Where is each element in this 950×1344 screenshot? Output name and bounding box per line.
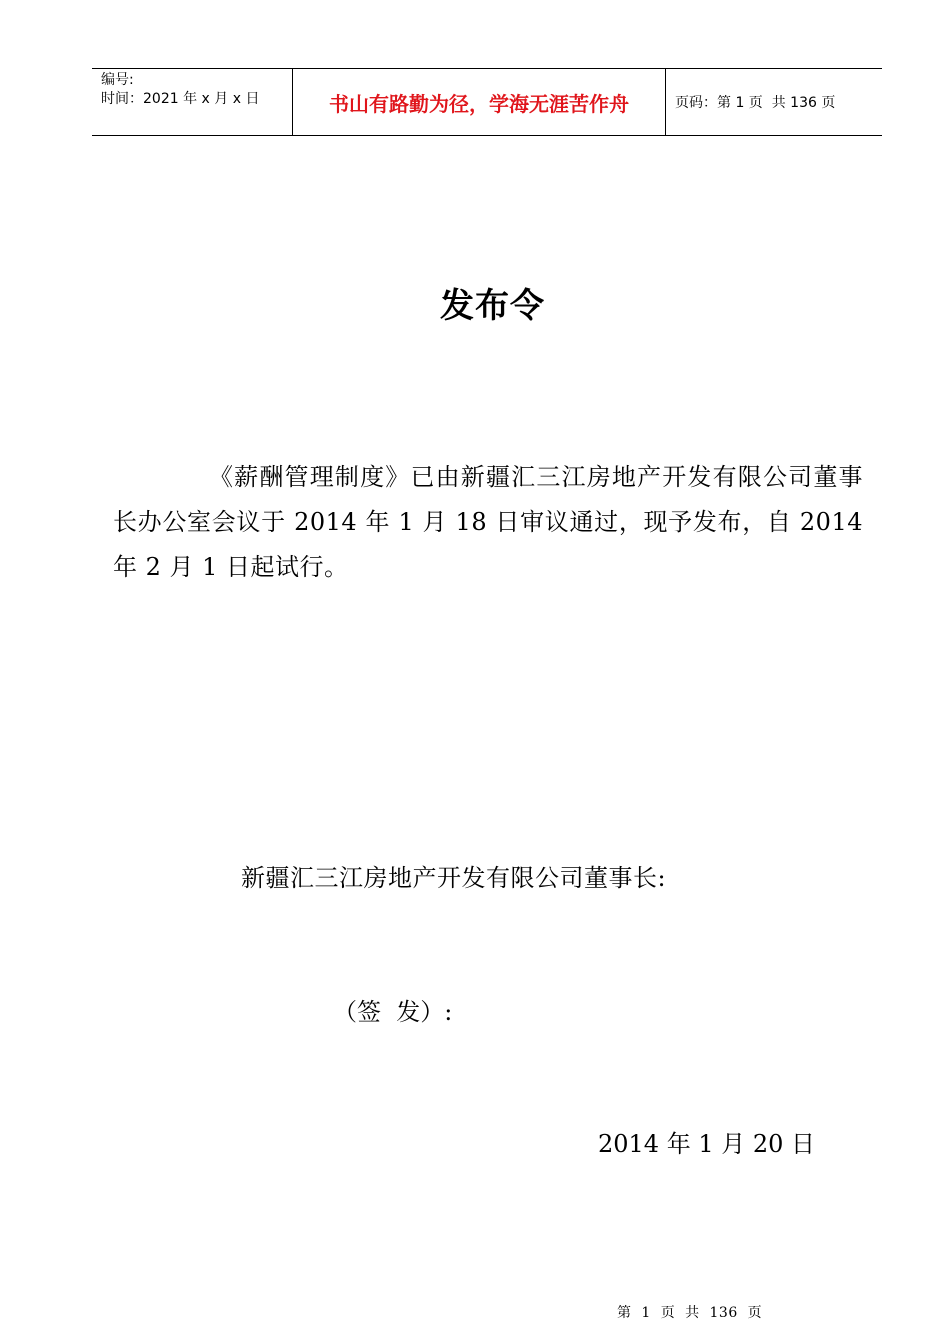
document-body: 《薪酬管理制度》已由新疆汇三江房地产开发有限公司董事长办公室会议于 2014 年 1 月 18 日审议通过，现予发布，自 2014 年 2 月 1 日起试行。 (113, 463, 863, 581)
header-motto: 书山有路勤为径，学海无涯苦作舟 (293, 69, 666, 135)
header-page-info: 页码：第 1 页 共 136 页 (675, 95, 836, 111)
serial-number-label: 编号: (101, 72, 134, 88)
header-meta-cell (92, 69, 293, 135)
signature-date: 2014 年 1 月 20 日 (598, 1130, 816, 1158)
document-title: 发布令 (440, 286, 545, 326)
page-footer: 第 1 页 共 136 页 (617, 1305, 763, 1321)
time-label: 时间：2021 年 x 月 x 日 (101, 91, 260, 107)
page-header (92, 68, 882, 136)
signature-company: 新疆汇三江房地产开发有限公司董事长: (241, 864, 667, 892)
signature-sign-label: （签 发）: (333, 998, 453, 1026)
